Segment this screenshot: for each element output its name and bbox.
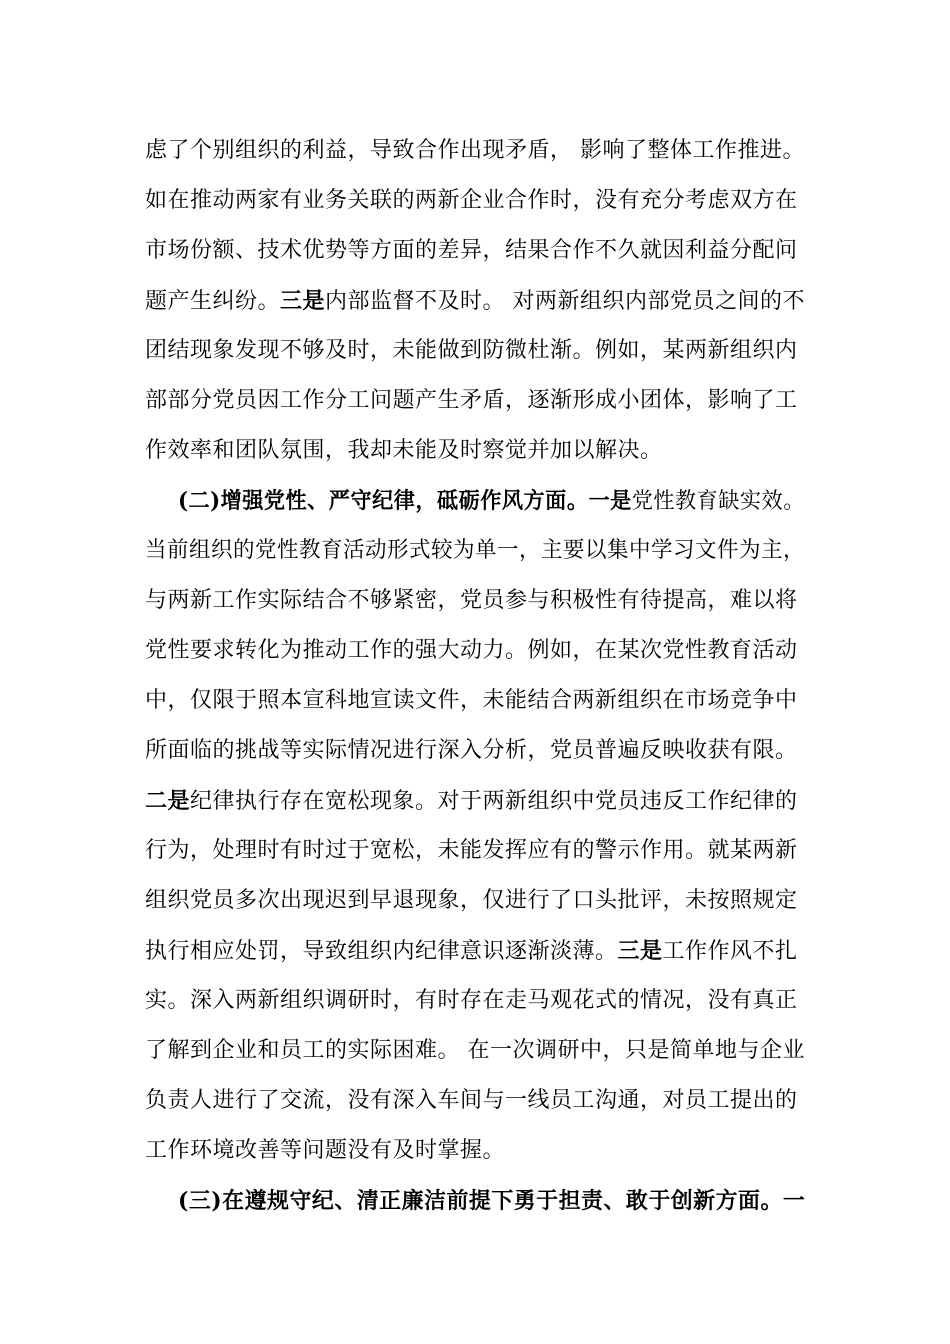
text-span: 如在推动两家有业务关联的两新企业合作时，没有充分考虑双方在 [145,188,798,213]
text-span: 内部监督不及时。 对两新组织内部党员之间的不 [325,289,806,314]
text-span: 团结现象发现不够及时，未能做到防微杜渐。例如，某两新组织内 [145,338,798,363]
text-line [145,686,798,716]
text-line [145,986,798,1016]
text-line [145,636,798,666]
text-line [145,536,805,566]
text-line [145,936,798,967]
text-span: 部部分党员因工作分工问题产生矛盾，逐渐形成小团体，影响了工 [145,388,798,413]
text-line [145,386,798,416]
text-span: 工作作风不扎 [662,939,798,964]
heading-text: (三)在遵规守纪、清正廉洁前提下勇于担责、敢于创新方面。一 [178,1188,806,1214]
text-line [145,236,798,266]
text-span: 组织党员多次出现迟到早退现象，仅进行了口头批评，未按照规定 [145,888,798,913]
text-line [145,786,798,817]
text-span: 工作环境改善等问题没有及时掌握。 [145,1138,506,1163]
text-line [145,586,798,616]
text-span: 中，仅限于照本宣科地宣读文件，未能结合两新组织在市场竞争中 [145,688,798,713]
text-span: 实。深入两新组织调研时，有时存在走马观花式的情况，没有真正 [145,988,798,1013]
text-span: 与两新工作实际结合不够紧密，党员参与积极性有待提高，难以将 [145,588,798,613]
text-span: 市场份额、技术优势等方面的差异，结果合作不久就因利益分配问 [145,238,798,263]
text-line [145,836,798,866]
text-span: 党性要求转化为推动工作的强大动力。例如，在某次党性教育活动 [145,638,798,663]
text-span: 党性教育缺实效。 [631,489,805,514]
text-line [145,336,798,366]
text-line [145,1136,505,1166]
text-line [145,736,798,766]
text-span: 执行相应处罚，导致组织内纪律意识逐渐淡薄。 [145,939,618,964]
text-span: 当前组织的党性教育活动形式较为单一，主要以集中学习文件为主， [145,538,806,563]
text-line [145,1036,805,1066]
text-line [145,136,805,166]
text-span: 负责人进行了交流，没有深入车间与一线员工沟通，对员工提出的 [145,1088,798,1113]
bold-marker: 三是 [280,288,326,314]
text-span: 虑了个别组织的利益，导致合作出现矛盾， 影响了整体工作推进。 [145,138,805,163]
section-heading [178,486,805,517]
section-heading [178,1186,805,1217]
text-span: 纪律执行存在宽松现象。对于两新组织中党员违反工作纪律的 [190,789,798,814]
bold-marker: 三是 [617,938,663,964]
text-span: 所面临的挑战等实际情况进行深入分析，党员普遍反映收获有限。 [145,738,798,763]
text-line [145,886,798,916]
text-span: 行为，处理时有时过于宽松，未能发挥应有的警示作用。就某两新 [145,838,798,863]
text-span: 题产生纠纷。 [145,289,281,314]
text-line [145,1086,798,1116]
text-span: 了解到企业和员工的实际困难。 在一次调研中，只是简单地与企业 [145,1038,805,1063]
heading-text: (二)增强党性、严守纪律，砥砺作风方面。一是 [178,488,632,514]
text-span: 作效率和团队氛围，我却未能及时察觉并加以解决。 [145,438,663,463]
bold-marker: 二是 [145,788,191,814]
text-line [145,436,663,466]
text-line [145,186,798,216]
text-line [145,286,805,317]
